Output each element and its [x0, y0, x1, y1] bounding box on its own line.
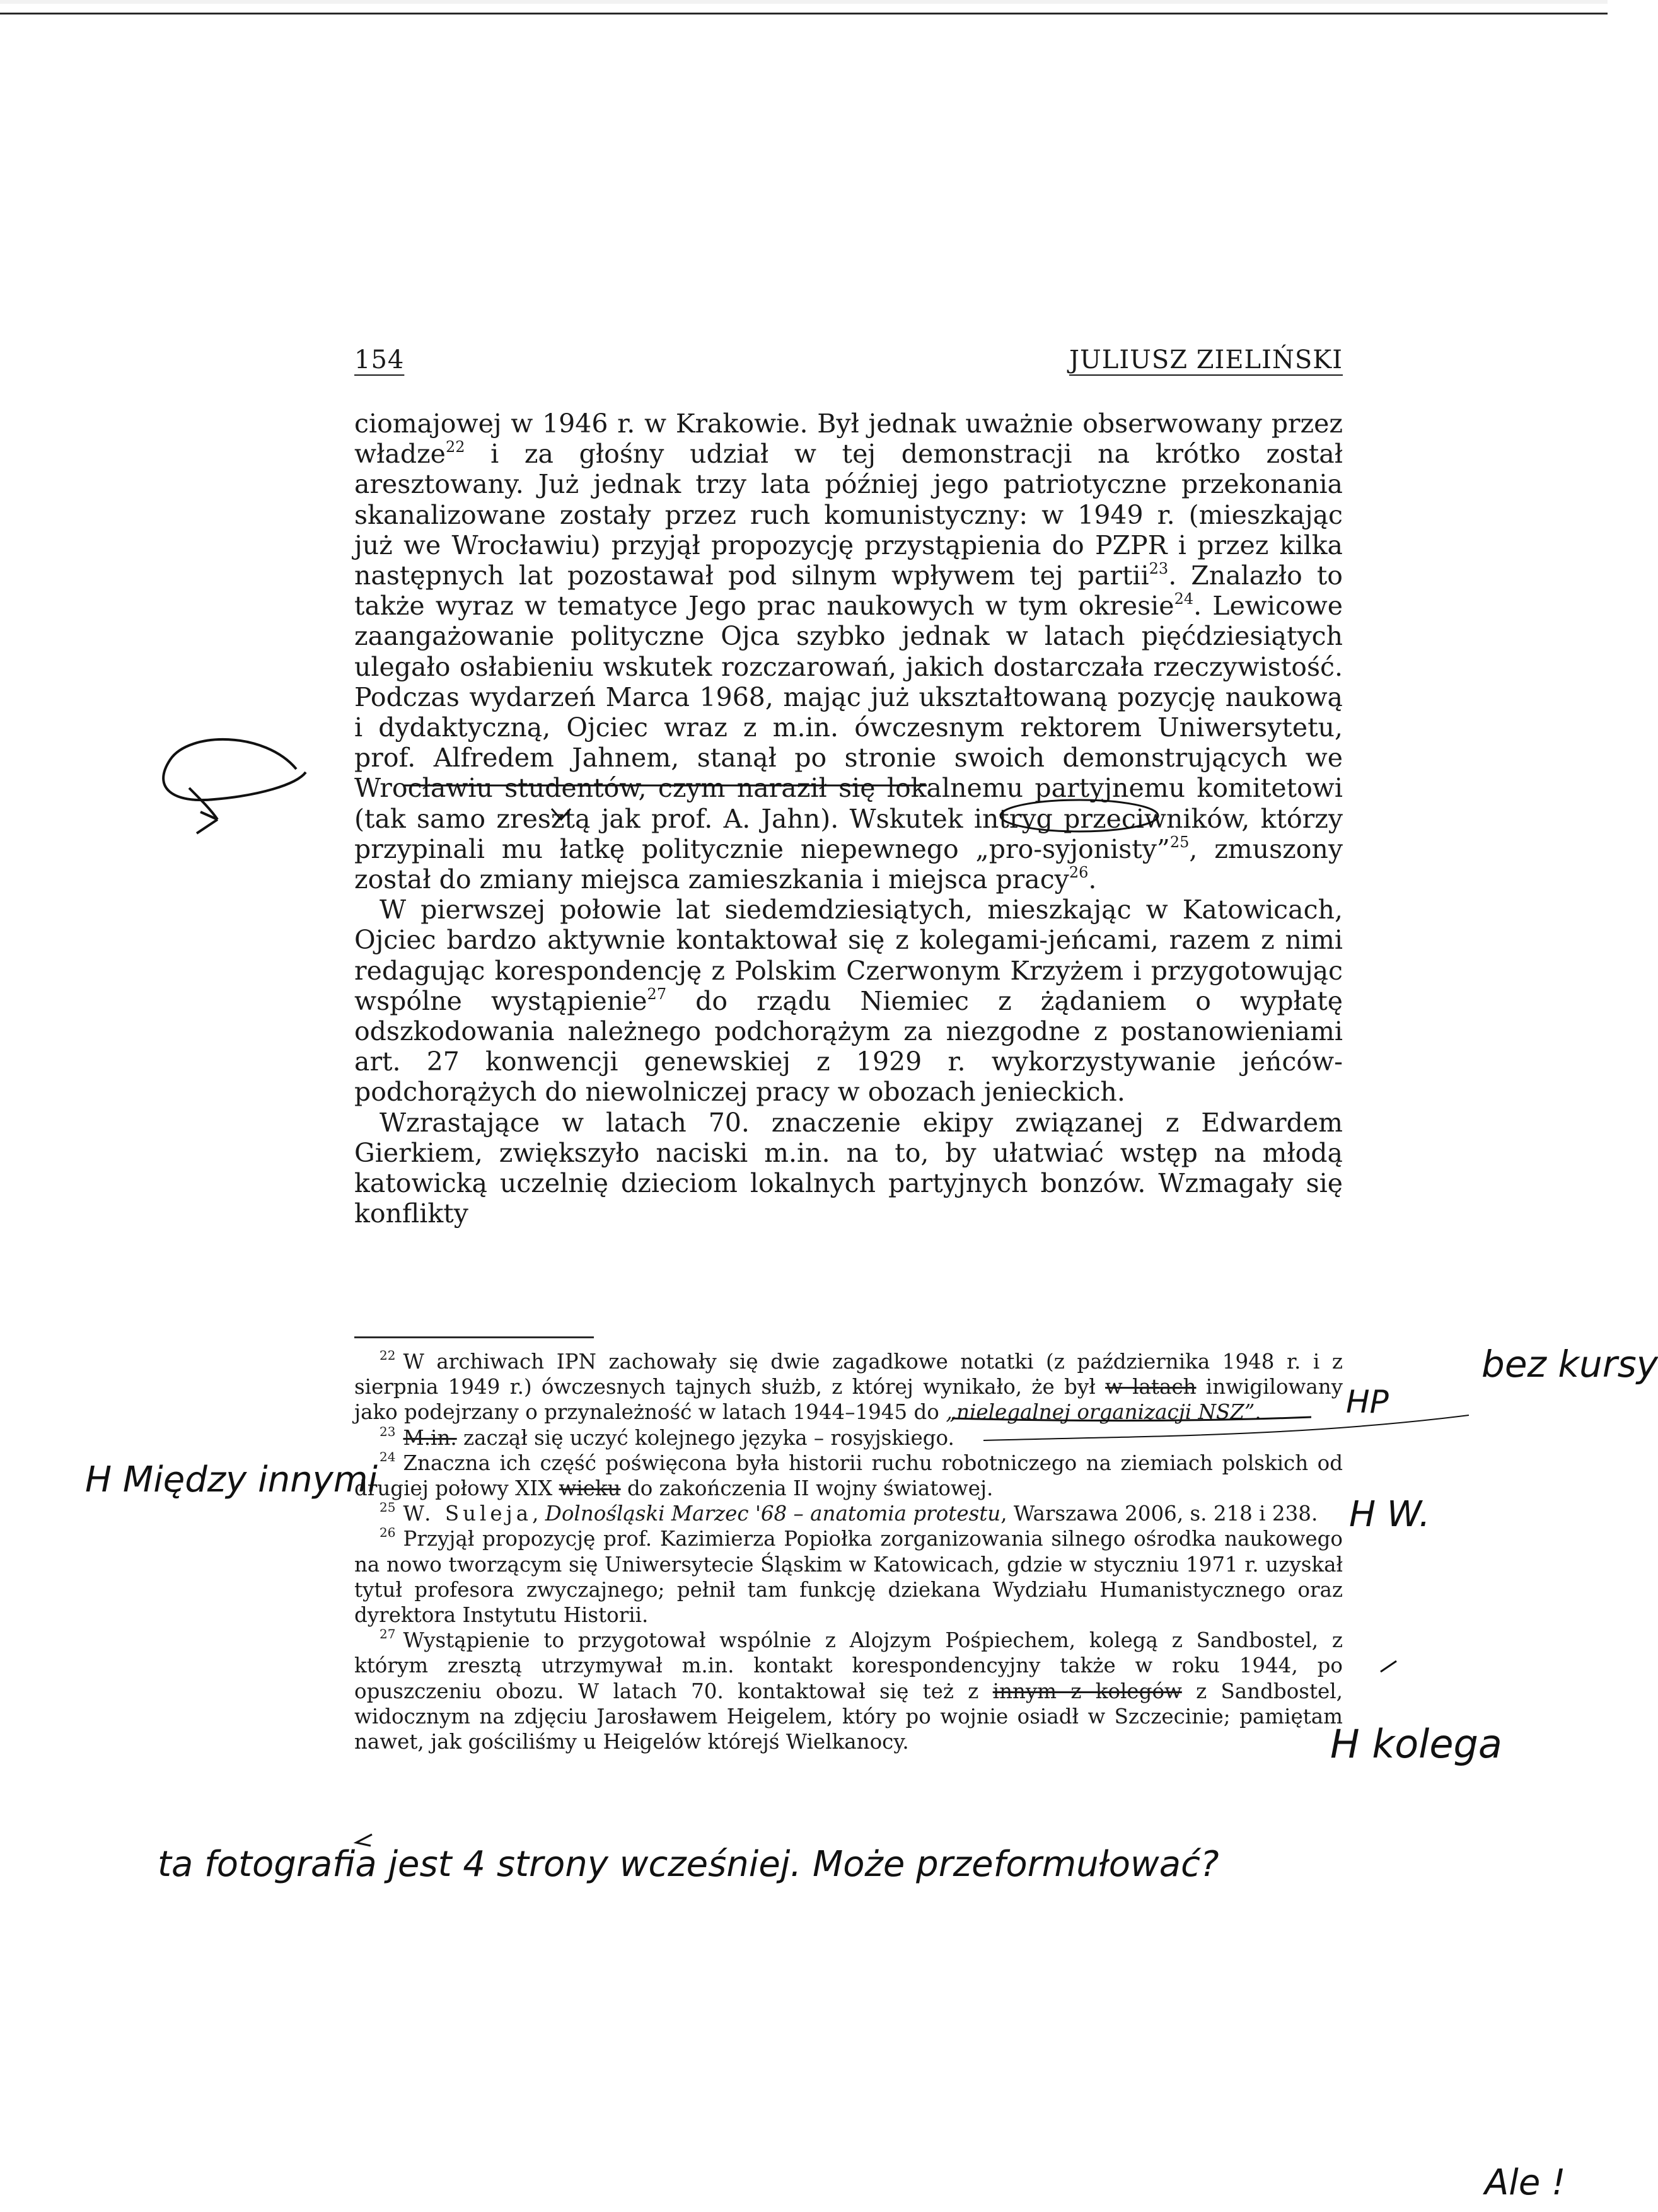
loop-arrow-mark: [163, 739, 306, 833]
footnote-text: , Warszawa 2006, s. 218 i 238.: [1000, 1502, 1318, 1526]
footnote-number: 26: [380, 1525, 396, 1541]
paragraph-1-text-a: ciomajowej w 1946 r. w Krakowie. Był jednak uważnie obserwowany przez władze: [354, 408, 1343, 470]
paragraph-1-text-b: i za głośny udział w tej demonstracji na krótko został aresztowany. Już jednak trzy lata później jego patriotyczne przekonania skanalizowane zostały przez ruch komunistyczny: w 1949 r. (mieszkając już we Wrocławiu) przyjął propozycję przystąpienia do PZPR i przez kilka następnych lat pozostawał pod silnym wpływem tej partii: [354, 439, 1343, 591]
paragraph-1-text-d: . Lewicowe zaangażowanie polityczne Ojca szybko jednak w latach pięćdziesiątych ulegało osłabieniu wskutek rozczarowań, jakich dostarczała rzeczywistość. Podczas wydarzeń Marca 1968, mając już ukształtowaną pozycję naukową i dydaktyczną, Ojciec wraz z m.in. ówczesnym rektorem Uniwersytetu, prof. Alfredem Jahnem, stanął po stronie swoich demonstrujących we Wrocławiu studentów, czym naraził się lokalnemu partyjnemu komitetowi (tak samo zresztą jak prof. A. Jahn). Wskutek intryg przeciwników, którzy przypinali mu łatkę politycznie niepewnego „pro-syjonisty”: [354, 591, 1343, 864]
footnote-ref-25: 25: [1169, 833, 1190, 851]
struck-text: w latach: [1105, 1375, 1197, 1399]
footnote-text: Znaczna ich część poświęcona była historii ruchu robotniczego na ziemiach polskich od drugiej połowy XIX: [354, 1451, 1343, 1501]
footnote-text: zaczął się uczyć kolejnego języka – rosyjskiego.: [456, 1425, 954, 1450]
paragraph-1-text-f: .: [1088, 864, 1097, 895]
footnote-ref-23: 23: [1149, 560, 1169, 578]
struck-text: innym z kolegów: [992, 1679, 1182, 1703]
footnote-text: do zakończenia II wojny światowej.: [620, 1476, 994, 1501]
footnote-text: Przyjął propozycję prof. Kazimierza Popiołka zorganizowania silnego ośrodka naukowego na nowo tworzącym się Uniwersytecie Śląskim w Katowicach, gdzie w styczniu 1971 r. uzyskał tytuł profesora zwyczajnego; pełnił tam funkcję dziekana Wydziału Humanistycznego oraz dyrektora Instytutu Historii.: [354, 1527, 1343, 1628]
footnote-text: W archiwach IPN zachowały się dwie zagadkowe notatki (z października 1948 r. i z sierpnia 1949 r.) ówczesnych tajnych służb, z której wynikało, że był: [354, 1350, 1343, 1399]
struck-text: wieku: [559, 1476, 621, 1501]
footnote-ref-26: 26: [1069, 864, 1089, 882]
insertion-mark-right: [1381, 1661, 1396, 1672]
circle-studentow: [1000, 800, 1158, 831]
footnote-text: inwigilowany jako podejrzany o przynależność w latach 1944–1945 do: [354, 1375, 1343, 1425]
paragraph-2-text-b: do rządu Niemiec z żądaniem o wypłatę odszkodowania należnego podchorążym za niezgodne z postanowieniami art. 27 konwencji genewskiej z 1929 r. wykorzystywanie jeńców-podchorążych do niewolniczej pracy w obozach jenieckich.: [354, 985, 1343, 1108]
footnote-text: Wystąpienie to przygotował wspólnie z Alojzym Pośpiechem, kolegą z Sandbostel, z którym zresztą utrzymywał m.in. kontakt korespondencyjny także w roku 1944, po opuszczeniu obozu. W latach 70. kontaktował się też z: [354, 1628, 1343, 1703]
handwritten-note-kolega: H kolega: [1330, 1721, 1502, 1767]
handwritten-note-miedzy-innymi: H Między innymi: [85, 1459, 378, 1500]
underline-nsz: [952, 1417, 1311, 1421]
footnote-text: .: [1255, 1400, 1261, 1425]
footnote-text: z Sandbostel, widocznym na zdjęciu Jarosławem Heigelem, który po wojnie osiadł w Szczecinie; pamiętam nawet, jak gościliśmy u Heigelów którejś Wielkanocy.: [354, 1679, 1343, 1754]
handwritten-note-ale: Ale !: [1485, 2162, 1566, 2203]
handwritten-note-hp: HP: [1346, 1384, 1389, 1420]
footnote-number: 23: [380, 1423, 396, 1439]
footnote-text: ,: [532, 1502, 545, 1526]
handwritten-note-bez-kursywy: bez kursy: [1481, 1343, 1658, 1386]
paragraph-3: Wzrastające w latach 70. znaczenie ekipy związanej z Edwardem Gierkiem, zwiększyło naciski m.in. na to, by ułatwiać wstęp na młodą katowicką uczelnię dzieciom lokalnych partyjnych bonzów. Wzmagały się konflikty: [354, 1107, 1343, 1229]
footnote-ref-24: 24: [1174, 590, 1194, 608]
footnote-number: 25: [380, 1500, 396, 1515]
footnote-italic: „nielegalnej organizacji NSZ”: [946, 1400, 1255, 1425]
footnote-ref-22: 22: [445, 438, 465, 456]
paragraph-1-text-c: . Znalazło to także wyraz w tematyce Jego prac naukowych w tym okresie: [354, 560, 1343, 622]
handwritten-note-hw: H W.: [1349, 1494, 1430, 1535]
cited-author: W. Suleja: [403, 1502, 533, 1526]
footnote-number: 24: [380, 1449, 396, 1464]
paragraph-1-text-e: , zmuszony został do zmiany miejsca zamieszkania i miejsca pracy: [354, 833, 1343, 895]
footnote-ref-27: 27: [647, 985, 667, 1003]
cited-title: Dolnośląski Marzec '68 – anatomia protestu: [545, 1502, 1001, 1526]
paragraph-2-text-a: W pierwszej połowie lat siedemdziesiątych, mieszkając w Katowicach, Ojciec bardzo aktywnie kontaktował się z kolegami-jeńcami, razem z nimi redagując korespondencję z Polskim Czerwonym Krzyżem i przygotowując wspólne wystąpienie: [354, 895, 1343, 1016]
insert-caret: [552, 809, 571, 819]
page-number: 154: [354, 345, 405, 374]
running-head-author: JULIUSZ ZIELIŃSKI: [1069, 345, 1343, 374]
struck-text: M.in.: [403, 1425, 457, 1450]
handwritten-note-fotografia: ta fotografia jest 4 strony wcześniej. Może przeformułować?: [158, 1844, 1219, 1885]
footnote-number: 27: [380, 1626, 396, 1642]
footnote-number: 22: [380, 1348, 396, 1363]
